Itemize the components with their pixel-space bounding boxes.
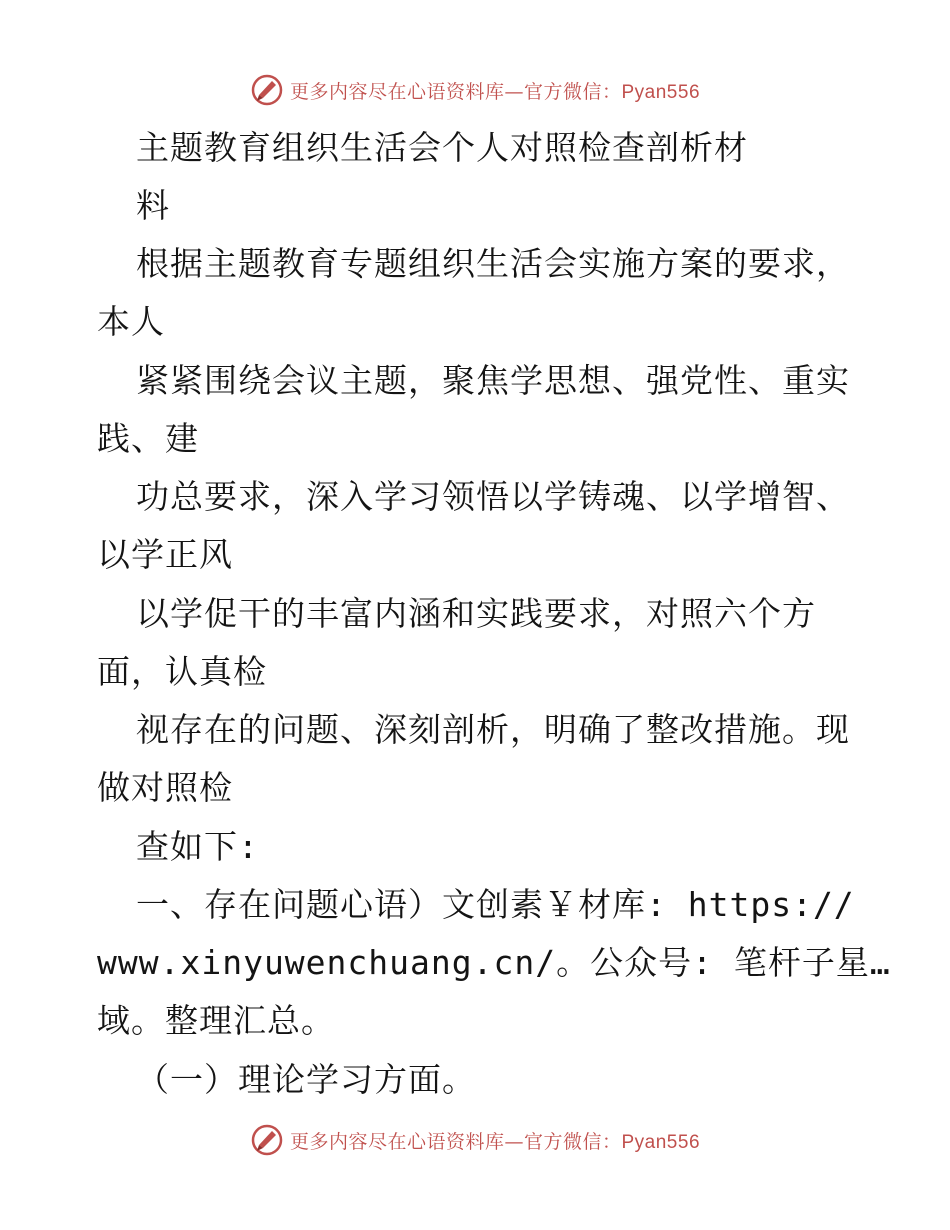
doc-title-line-2: 料 <box>136 186 170 225</box>
paragraph-line: 以学正风 <box>97 535 233 574</box>
wechat-id: Pyan556 <box>621 1131 701 1153</box>
paragraph-line: 本人 <box>97 302 165 341</box>
footer-banner <box>0 1120 950 1160</box>
paragraph-line: 紧紧围绕会议主题，聚焦学思想、强党性、重实 <box>136 361 850 400</box>
banner-text: 更多内容尽在心语资料库—官方微信：Pyan556 <box>289 1130 701 1153</box>
paragraph-line: 以学促干的丰富内涵和实践要求，对照六个方 <box>136 594 816 633</box>
paragraph-line: 根据主题教育专题组织生活会实施方案的要求， <box>136 244 850 283</box>
paragraph-line: www.xinyuwenchuang.cn/。公众号: 笔杆子星… <box>97 943 891 982</box>
paragraph-line: 域。整理汇总。 <box>97 1001 335 1040</box>
pen-seal-logo <box>250 1123 284 1157</box>
wechat-id: Pyan556 <box>621 81 701 103</box>
paragraph-line: 视存在的问题、深刻剖析，明确了整改措施。现 <box>136 710 850 749</box>
paragraph-line: 践、建 <box>97 419 199 458</box>
paragraph-line: 查如下: <box>136 827 259 866</box>
header-banner <box>0 70 950 110</box>
doc-title-line-1: 主题教育组织生活会个人对照检查剖析材 <box>136 128 748 167</box>
paragraph-line: 一、存在问题心语）文创素￥材库: https:// <box>136 885 855 924</box>
paragraph-line: 功总要求，深入学习领悟以学铸魂、以学增智、 <box>136 477 850 516</box>
paragraph-line: 面，认真检 <box>97 652 267 691</box>
paragraph-line: 做对照检 <box>97 768 233 807</box>
banner-text: 更多内容尽在心语资料库—官方微信：Pyan556 <box>289 80 701 103</box>
pen-seal-logo <box>250 73 284 107</box>
section-heading: （一）理论学习方面。 <box>136 1060 476 1099</box>
